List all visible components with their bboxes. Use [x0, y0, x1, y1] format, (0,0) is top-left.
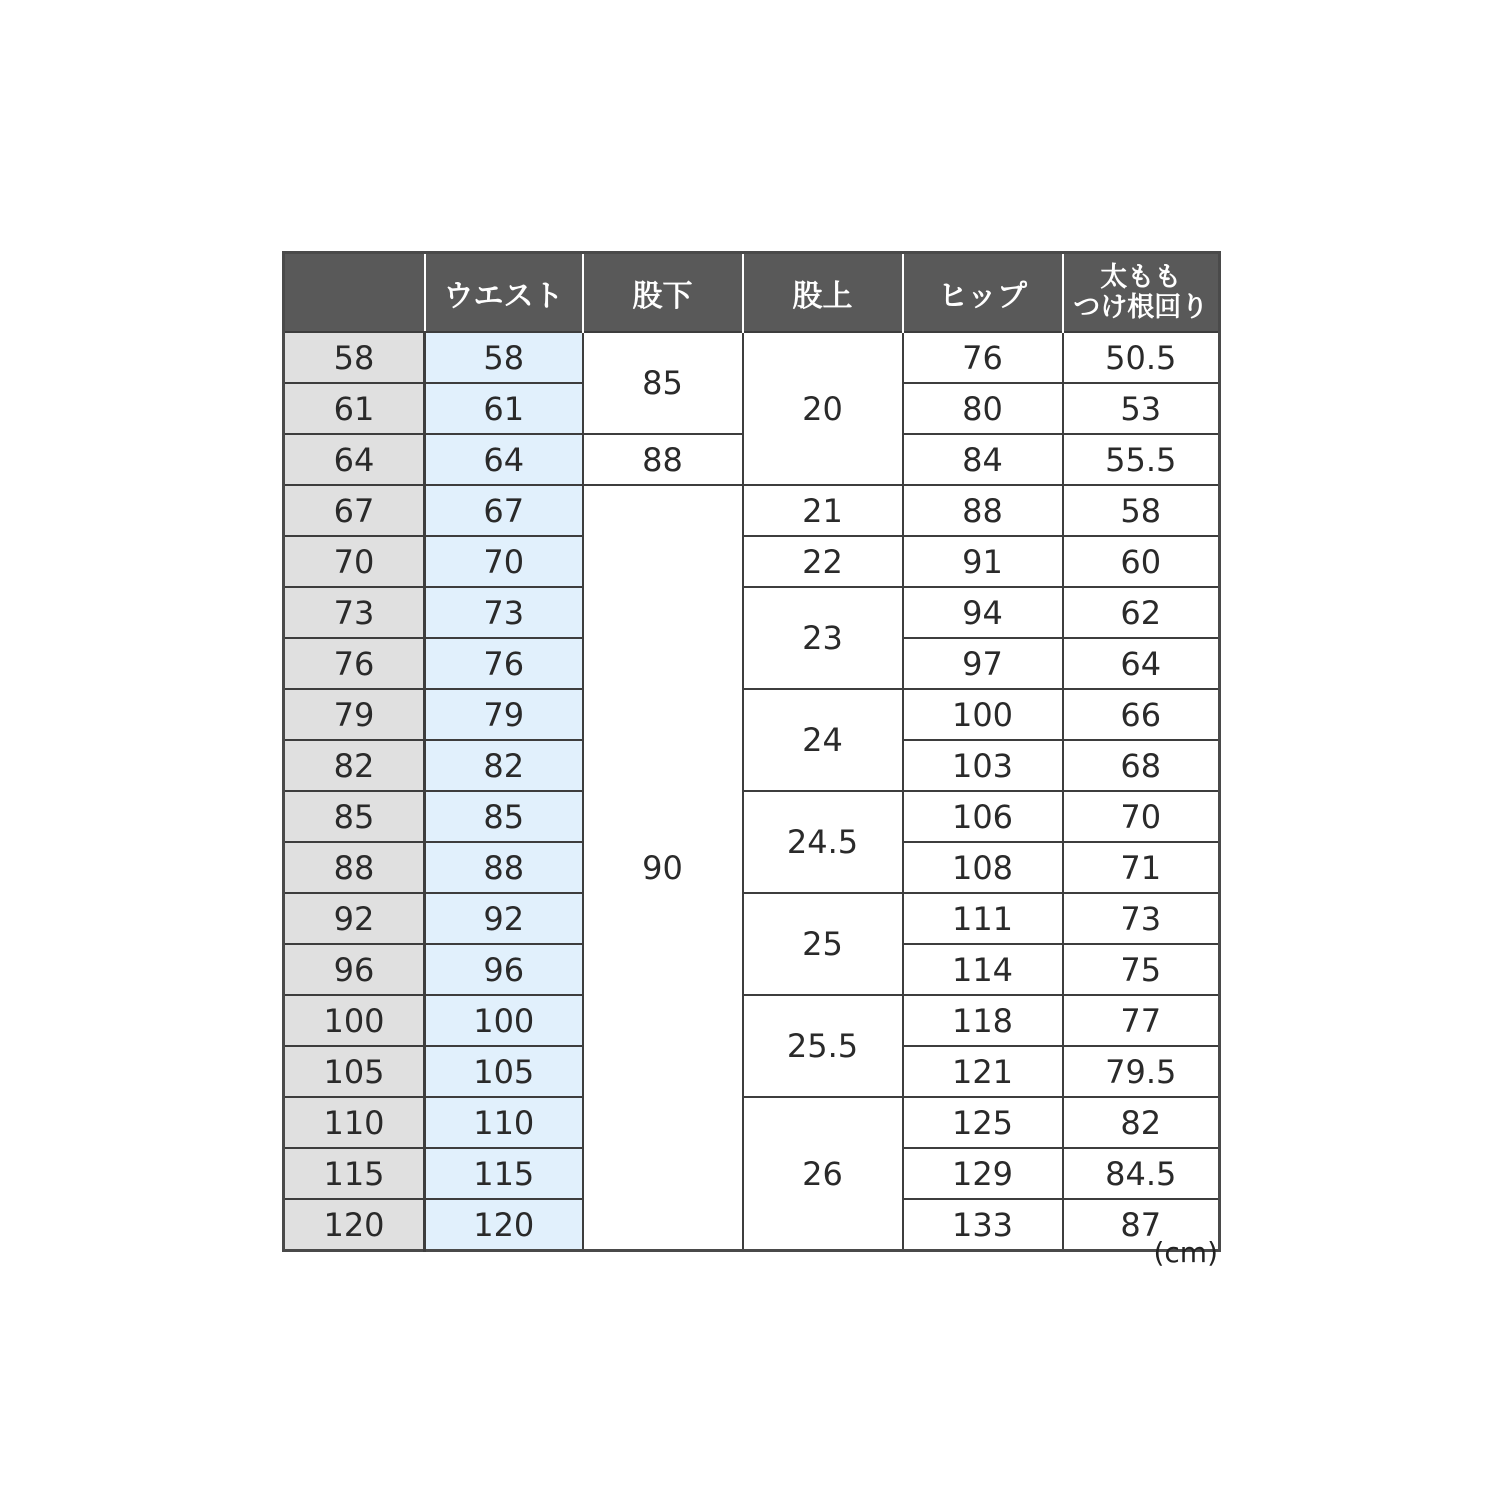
rise-cell: 24 [743, 689, 903, 791]
rise-cell: 24.5 [743, 791, 903, 893]
thigh-cell: 87 [1063, 1199, 1220, 1251]
hip-cell: 129 [903, 1148, 1063, 1199]
hip-cell: 84 [903, 434, 1063, 485]
hip-cell: 97 [903, 638, 1063, 689]
rise-cell: 21 [743, 485, 903, 536]
rise-cell: 25 [743, 893, 903, 995]
thigh-cell: 75 [1063, 944, 1220, 995]
waist-cell: 64 [425, 434, 583, 485]
waist-cell: 96 [425, 944, 583, 995]
size-cell: 120 [284, 1199, 425, 1251]
thigh-cell: 68 [1063, 740, 1220, 791]
hip-cell: 94 [903, 587, 1063, 638]
size-cell: 110 [284, 1097, 425, 1148]
table-row [284, 587, 1220, 638]
size-cell: 85 [284, 791, 425, 842]
thigh-cell: 64 [1063, 638, 1220, 689]
table-row [284, 536, 1220, 587]
size-cell: 82 [284, 740, 425, 791]
hip-cell: 80 [903, 383, 1063, 434]
header-inseam: 股下 [583, 253, 743, 333]
thigh-cell: 77 [1063, 995, 1220, 1046]
size-cell: 70 [284, 536, 425, 587]
size-cell: 88 [284, 842, 425, 893]
hip-cell: 125 [903, 1097, 1063, 1148]
inseam-cell: 90 [583, 485, 743, 1251]
table-row [284, 485, 1220, 536]
inseam-cell: 85 [583, 332, 743, 434]
hip-cell: 121 [903, 1046, 1063, 1097]
header-thigh-line2: つけ根回り [1073, 291, 1209, 323]
size-cell: 61 [284, 383, 425, 434]
table-row [284, 1097, 1220, 1148]
thigh-cell: 66 [1063, 689, 1220, 740]
size-cell: 76 [284, 638, 425, 689]
table-row [284, 995, 1220, 1046]
size-chart-table [282, 251, 1221, 1252]
rise-cell: 25.5 [743, 995, 903, 1097]
size-cell: 92 [284, 893, 425, 944]
thigh-cell: 50.5 [1063, 332, 1220, 383]
waist-cell: 76 [425, 638, 583, 689]
waist-cell: 58 [425, 332, 583, 383]
waist-cell: 85 [425, 791, 583, 842]
waist-cell: 70 [425, 536, 583, 587]
hip-cell: 91 [903, 536, 1063, 587]
hip-cell: 114 [903, 944, 1063, 995]
inseam-cell: 88 [583, 434, 743, 485]
waist-cell: 79 [425, 689, 583, 740]
header-row [284, 253, 1220, 333]
hip-cell: 108 [903, 842, 1063, 893]
size-cell: 96 [284, 944, 425, 995]
rise-cell: 22 [743, 536, 903, 587]
hip-cell: 111 [903, 893, 1063, 944]
thigh-cell: 73 [1063, 893, 1220, 944]
table-row [284, 689, 1220, 740]
size-cell: 73 [284, 587, 425, 638]
hip-cell: 133 [903, 1199, 1063, 1251]
size-cell: 67 [284, 485, 425, 536]
size-cell: 58 [284, 332, 425, 383]
size-cell: 79 [284, 689, 425, 740]
hip-cell: 103 [903, 740, 1063, 791]
size-cell: 100 [284, 995, 425, 1046]
thigh-cell: 70 [1063, 791, 1220, 842]
waist-cell: 120 [425, 1199, 583, 1251]
hip-cell: 106 [903, 791, 1063, 842]
waist-cell: 73 [425, 587, 583, 638]
size-cell: 115 [284, 1148, 425, 1199]
thigh-cell: 53 [1063, 383, 1220, 434]
thigh-cell: 84.5 [1063, 1148, 1220, 1199]
thigh-cell: 82 [1063, 1097, 1220, 1148]
table-row [284, 332, 1220, 383]
waist-cell: 67 [425, 485, 583, 536]
waist-cell: 100 [425, 995, 583, 1046]
header-waist: ウエスト [425, 253, 583, 333]
hip-cell: 88 [903, 485, 1063, 536]
size-cell: 105 [284, 1046, 425, 1097]
waist-cell: 105 [425, 1046, 583, 1097]
thigh-cell: 55.5 [1063, 434, 1220, 485]
rise-cell: 23 [743, 587, 903, 689]
hip-cell: 118 [903, 995, 1063, 1046]
waist-cell: 115 [425, 1148, 583, 1199]
header-thigh [1063, 253, 1220, 333]
size-cell: 64 [284, 434, 425, 485]
hip-cell: 100 [903, 689, 1063, 740]
header-thigh-line1: 太もも [1100, 261, 1182, 293]
table-row [284, 893, 1220, 944]
waist-cell: 61 [425, 383, 583, 434]
thigh-cell: 62 [1063, 587, 1220, 638]
table-row [284, 791, 1220, 842]
waist-cell: 110 [425, 1097, 583, 1148]
header-rise: 股上 [743, 253, 903, 333]
header-hip: ヒップ [903, 253, 1063, 333]
waist-cell: 82 [425, 740, 583, 791]
thigh-cell: 71 [1063, 842, 1220, 893]
header-size [284, 253, 425, 333]
unit-label: (cm) [1153, 1236, 1218, 1269]
thigh-cell: 58 [1063, 485, 1220, 536]
waist-cell: 88 [425, 842, 583, 893]
thigh-cell: 79.5 [1063, 1046, 1220, 1097]
thigh-cell: 60 [1063, 536, 1220, 587]
rise-cell: 20 [743, 332, 903, 485]
waist-cell: 92 [425, 893, 583, 944]
rise-cell: 26 [743, 1097, 903, 1251]
hip-cell: 76 [903, 332, 1063, 383]
